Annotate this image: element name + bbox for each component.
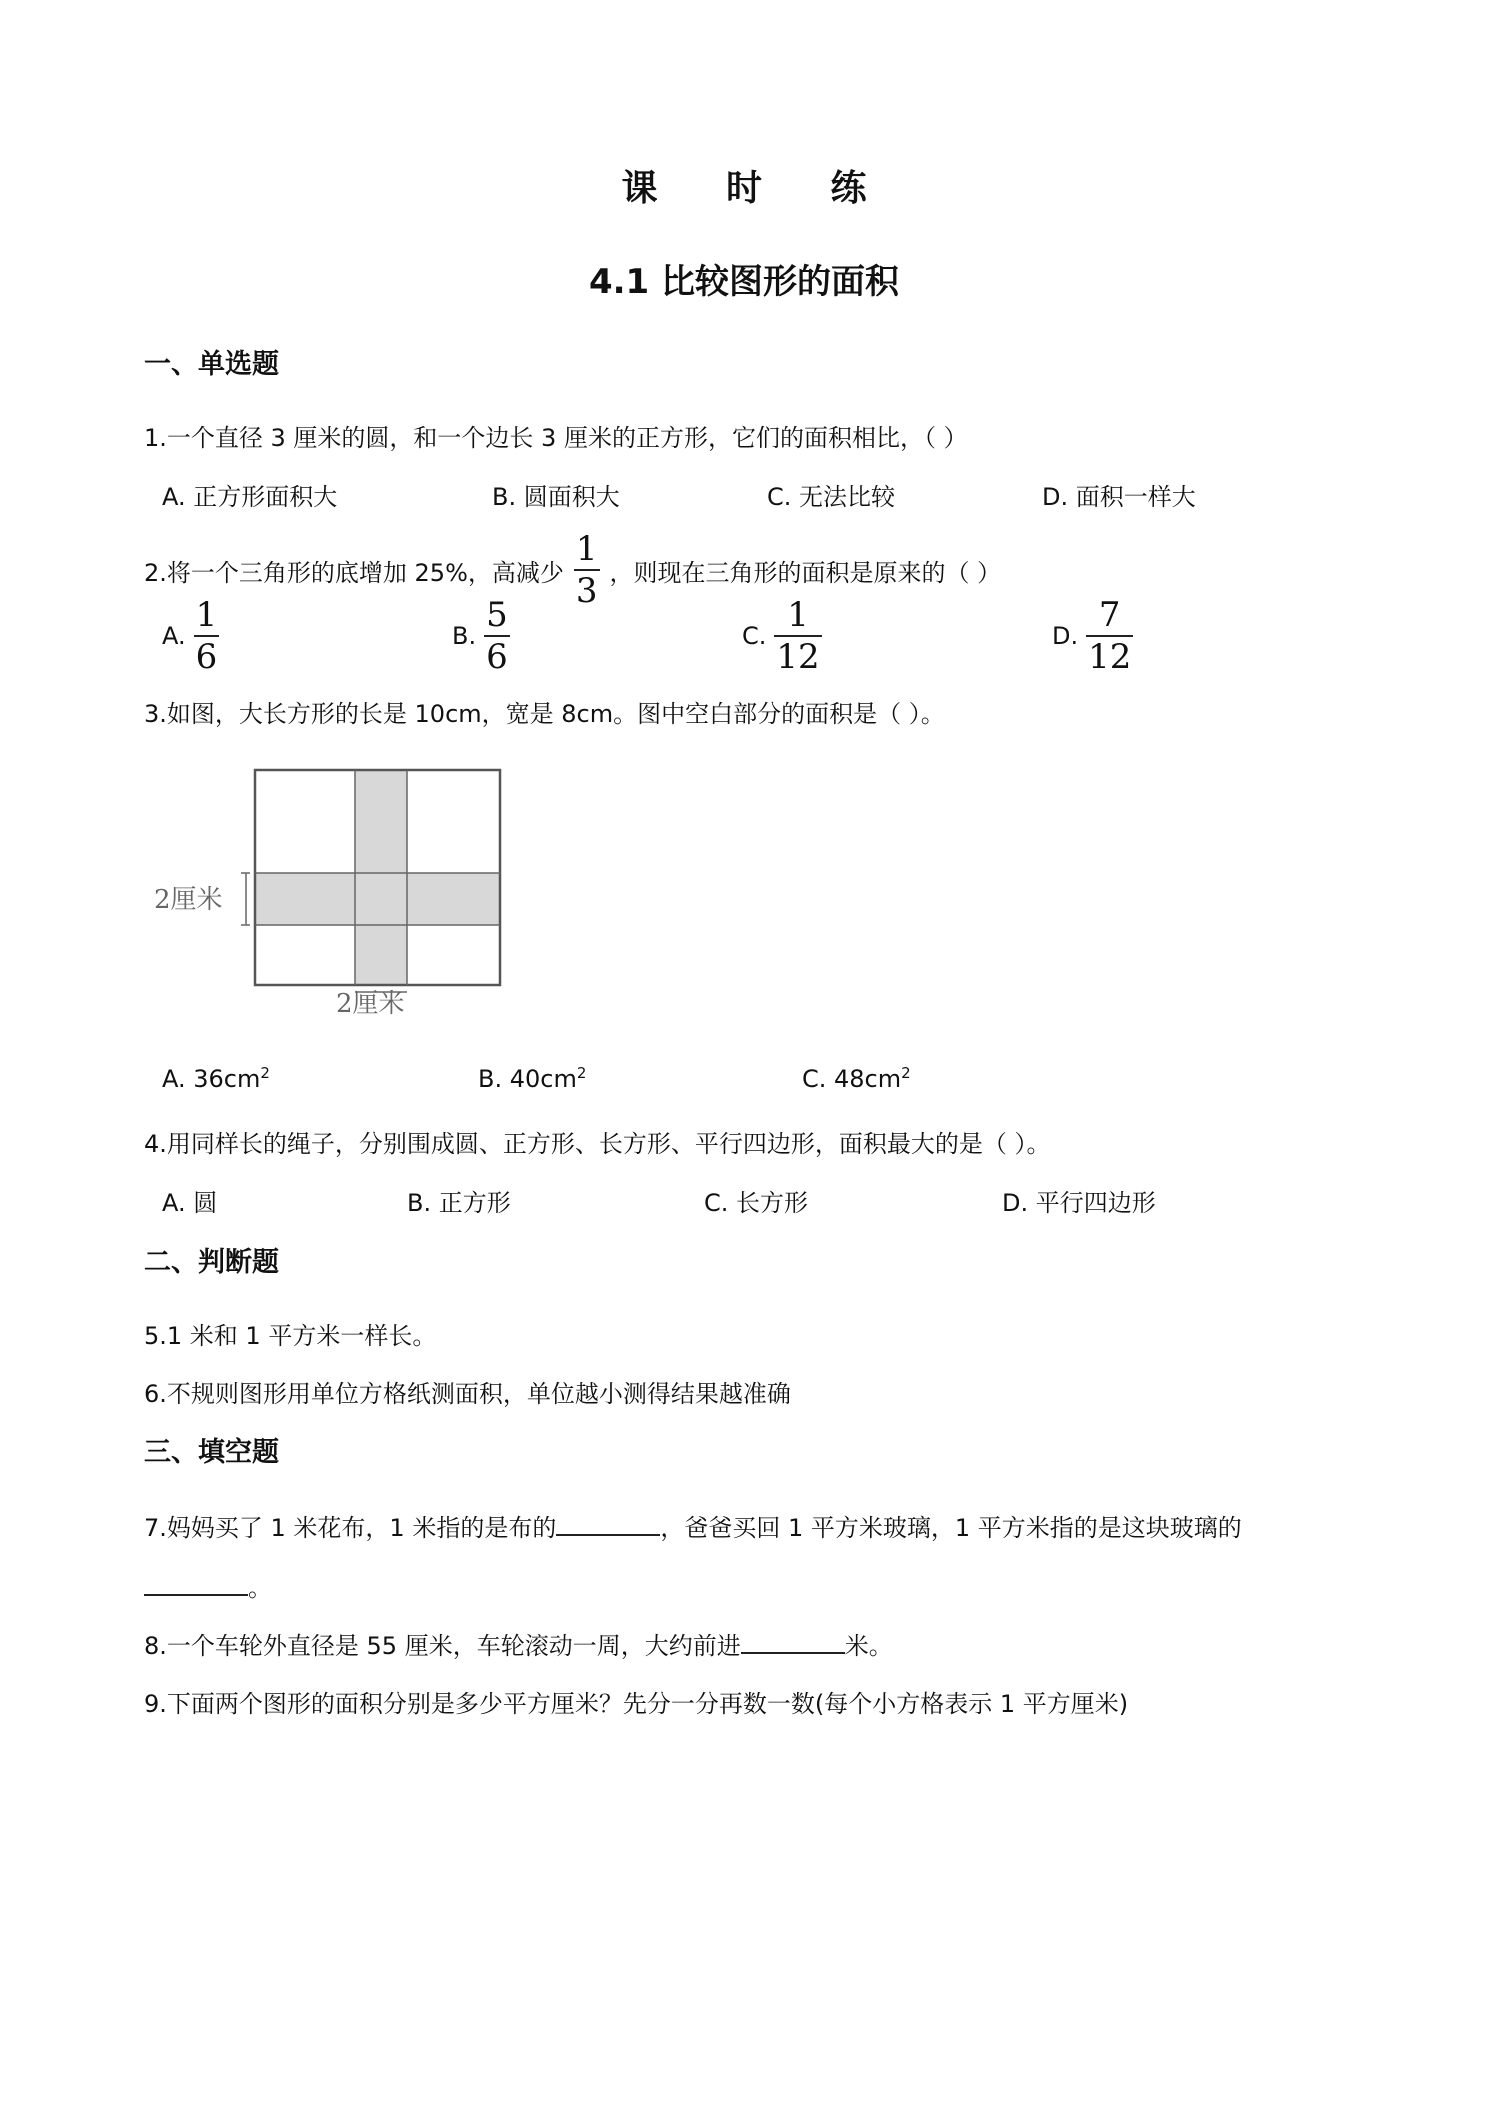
question-8-text-a: 8.一个车轮外直径是 55 厘米，车轮滚动一周，大约前进 (144, 1632, 741, 1660)
question-7-text-b: ，爸爸买回 1 平方米玻璃，1 平方米指的是这块玻璃的 (660, 1514, 1242, 1542)
option-fraction (194, 595, 220, 677)
fraction-denominator: 6 (195, 637, 218, 677)
question-3-option-a (162, 1064, 270, 1093)
question-2-option-a (162, 595, 219, 677)
question-2-option-c (742, 595, 822, 677)
question-7-line-2 (144, 1568, 272, 1603)
question-7-text-c: 。 (248, 1574, 272, 1602)
option-label: C. (742, 622, 767, 650)
question-7-text-a: 7.妈妈买了 1 米花布，1 米指的是布的 (144, 1514, 557, 1542)
section-heading-true-false: 二、判断题 (144, 1247, 279, 1278)
question-7-line-1 (144, 1508, 1242, 1543)
question-2 (144, 529, 1002, 611)
fraction-denominator: 12 (776, 637, 820, 677)
question-4-option-c: C. 长方形 (704, 1189, 809, 1217)
question-3-option-c (802, 1064, 911, 1093)
fraction-denominator: 3 (575, 571, 598, 611)
option-fraction (774, 595, 821, 677)
section-heading-fill-blank: 三、填空题 (144, 1437, 279, 1468)
question-1-option-a: A. 正方形面积大 (162, 483, 338, 511)
question-6-text: 6.不规则图形用单位方格纸测面积，单位越小测得结果越准确 (144, 1380, 791, 1408)
question-8-text-b: 米。 (844, 1632, 893, 1660)
option-text: B. 40cm (478, 1065, 577, 1093)
question-1-option-c: C. 无法比较 (767, 483, 896, 511)
question-1-text: 1.一个直径 3 厘米的圆，和一个边长 3 厘米的正方形，它们的面积相比，（ ） (144, 424, 968, 452)
figure-bottom-label: 2厘米 (336, 989, 405, 1019)
fraction-denominator: 12 (1088, 637, 1132, 677)
option-superscript: 2 (901, 1064, 911, 1082)
question-4-option-a: A. 圆 (162, 1189, 218, 1217)
fraction-numerator: 7 (1098, 595, 1121, 635)
fraction-numerator: 1 (195, 595, 218, 635)
question-2-option-d (1052, 595, 1133, 677)
question-1-option-d: D. 面积一样大 (1042, 483, 1196, 511)
question-2-option-b (452, 595, 510, 677)
question-2-fraction (574, 529, 600, 611)
option-fraction (484, 595, 510, 677)
question-3-figure (140, 760, 520, 1020)
option-label: B. (452, 622, 477, 650)
figure-horizontal-strip (255, 873, 500, 925)
option-superscript: 2 (576, 1064, 587, 1082)
question-2-text-after: ，则现在三角形的面积是原来的（ ） (609, 558, 1002, 587)
option-superscript: 2 (260, 1064, 270, 1082)
question-3-text: 3.如图，大长方形的长是 10cm，宽是 8cm。图中空白部分的面积是（ ）。 (144, 700, 945, 728)
question-4-text: 4.用同样长的绳子，分别围成圆、正方形、长方形、平行四边形，面积最大的是（ ）。 (144, 1130, 1051, 1158)
page-title: 课 时 练 (621, 168, 895, 209)
question-8-blank[interactable] (741, 1630, 845, 1654)
question-5-text: 5.1 米和 1 平方米一样长。 (144, 1322, 437, 1350)
fraction-numerator: 1 (787, 595, 809, 635)
option-label: A. (162, 622, 186, 650)
question-8 (144, 1626, 893, 1661)
figure-left-label: 2厘米 (154, 885, 223, 915)
lesson-subtitle: 4.1 比较图形的面积 (588, 262, 900, 302)
option-text: C. 48cm (802, 1065, 902, 1093)
question-2-text-before: 2.将一个三角形的底增加 25%，高减少 (144, 558, 564, 587)
fraction-numerator: 1 (575, 529, 598, 569)
option-text: A. 36cm (162, 1065, 261, 1093)
option-label: D. (1052, 622, 1079, 650)
fraction-denominator: 6 (486, 637, 508, 677)
question-9-text: 9.下面两个图形的面积分别是多少平方厘米？先分一分再数一数(每个小方格表示 1 平方厘米) (144, 1690, 1129, 1718)
question-4-option-d: D. 平行四边形 (1002, 1189, 1156, 1217)
option-fraction (1086, 595, 1133, 677)
question-7-blank-1[interactable] (556, 1512, 660, 1536)
question-4-option-b: B. 正方形 (407, 1189, 511, 1217)
fraction-numerator: 5 (486, 595, 508, 635)
section-heading-single-choice: 一、单选题 (144, 349, 279, 380)
question-1-option-b: B. 圆面积大 (492, 483, 620, 511)
question-7-blank-2[interactable] (144, 1572, 248, 1596)
question-3-option-b (478, 1064, 586, 1093)
